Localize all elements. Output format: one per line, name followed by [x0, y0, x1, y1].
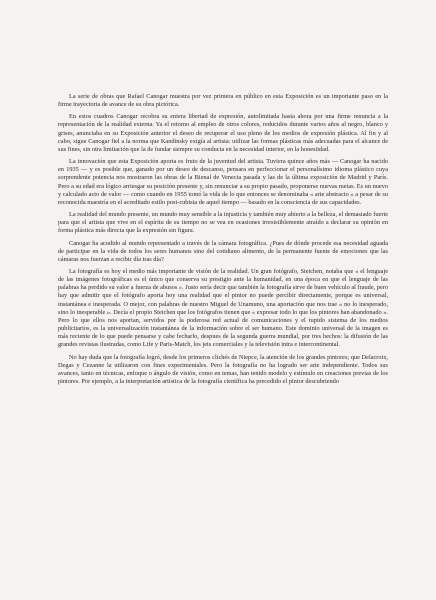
document-body: [58, 93, 388, 386]
paragraph-painters: No hay duda que la fotografía logró, desde los primeros clichés de Niepce, la atención de los grandes pintores; que Delacroix, Degas y Cezanne la utilizaron con fines experimentales. Pero la fotografía no ha logrado ser arte independiente. Todos sus avances, tanto en técnicas, enfoque o ángulo de visión, como en temas, han tenido modelo y estímulo en creaciones previas de los pintores. Por ejemplo, a la interpretación artística de la fotografía científica ha precedido el pintor descubriendo: [58, 353, 388, 385]
paragraph-camera: Canogar ha acudido al mundo representado a través de la cámara fotográfica. ¿Pues de dónde procede esa necesidad aguada de participar en la vida de todos los seres humanos sino del cotidiano alimento, de la permanente fuente de emociones que las cámaras nos fuerzan a recibir día tras día?: [58, 239, 388, 263]
paragraph-photography: La fotografía es hoy el medio más importante de visión de la realidad. Un gran fotógrafo, Steichen, notaba que « el lenguaje de las imágenes fotográficas es el único que conserva su prestigio ante la humanidad, en una época en que el lenguaje de las palabras ha perdido su valor a fuerza de abusos ». Justo sería decir que también la fotografía sirve de buen vehículo al fraude, pero hay que admitir que el fotógrafo aporta hoy una realidad que el pintor no puede percibir directamente, porque es universal, instantánea e inesperada. O mejor, con palabras de nuestro Miguel de Unamuno, una aportación que nos trae « no lo inesperado, sino lo inesperable ». Decía el propio Steichen que los fotógrafos tienen que « expresar todo lo que los pintores han abandonado ». Pero lo que ellos nos aportan, servidos por la poderosa red actual de comunicaciones y el tupido sistema de los medios publicitarios, es la universalización instantánea de la información sobre el ser humano. Este dominio universal de la imagen es más reciente de lo que puede pensarse y cabe fecharlo, despues de la segunda guerra mundial, por tres hechos: la difusión de las grandes revistas ilustradas, como Life y Paris-Match, los jets comerciales y la televisión intra e intercontinental.: [58, 267, 388, 349]
paragraph-freedom: En estos cuadros Canogar recobra su entera libertad de expresión, autolimitada hasta ahora por una firme renuncia a la representación de la realidad externa. Ya el retorno al empleo de otros colores, reducidos durante varios años al negro, blanco y grises, anunciaba en su Exposición anterior el deseo de recuperar el uso pleno de los medios de expresión plástica. Al fin y al cabo, sigue Canogar fiel a la norma que Kandinsky exigía al artista: utilizar las formas plásticas más adecuadas para el alcance de sus fines, sin otra limitación que la de fundar siempre su conducta en la necesidad interior, en la honestidad.: [58, 113, 388, 153]
paragraph-innovation: La innovación que esta Exposición aporta es fruto de la juventud del artista. Tuviera quince años más — Canogar ha nacido en 1935 — y es posible que, ganado por un deseo de descanso, pensara en perfeccionar el personalísimo idioma plástico cuya sorprendente potencia nos mostraron las obras de la Bienal de Venecia pasada y las de la última exposición de Madrid y París. Pero a su edad era lógico arriesgar su posición presente y, sin renunciar a su propio pasado, proponerse nuevas metas. Es un nuevo y calculado acto de valor — como cuando en 1955 tomó la vida de lo que entonces se denominaba « arte abstracto » a pesar de su reconocida maestría en el acreditado estilo post-cubista de aquel tiempo — basado en la consciencia de sus capacidades.: [58, 158, 388, 206]
paragraph-reality: La realidad del mundo presente, un mundo muy sensible a la injusticia y también muy abierto a la belleza, el demasiado fuerte para que el artista que vive en el espíritu de su tiempo no se vea en ocasiones irresistiblemente atraído a declarar su opinión en forma plástica más directa que la expresión sin figura.: [58, 211, 388, 235]
paragraph-intro: La serie de obras que Rafael Canogar muestra por vez primera en público en esta Exposición es un importante paso en la firme trayectoria de avance de su obra pictórica.: [58, 93, 388, 109]
